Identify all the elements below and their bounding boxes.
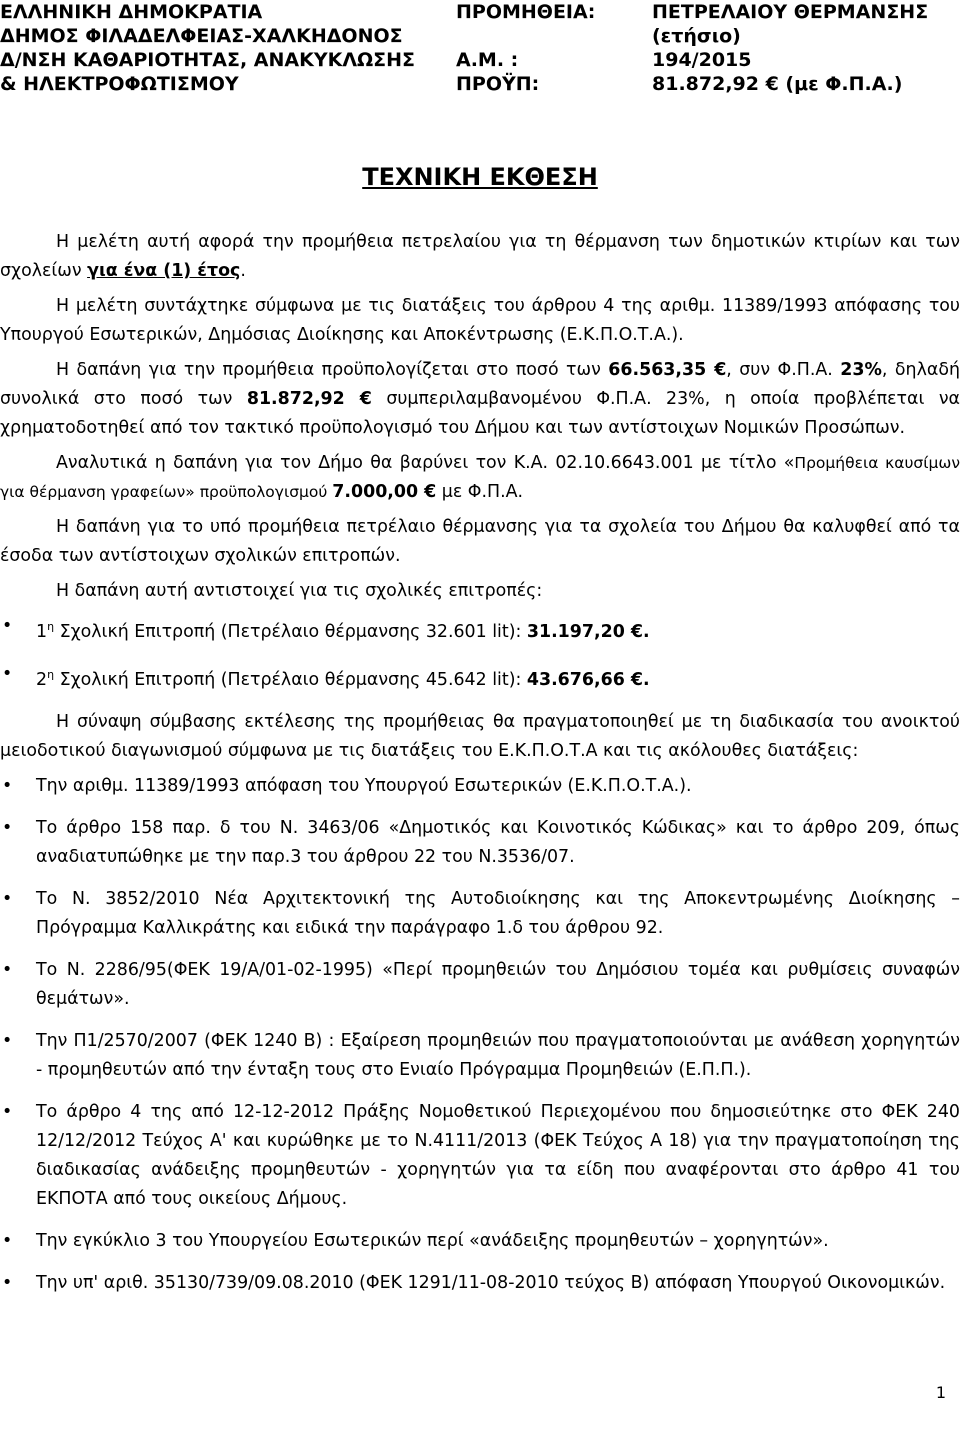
- provision-text: Την εγκύκλιο 3 του Υπουργείου Εσωτερικών περί «ανάδειξης προμηθευτών – χορηγητών».: [36, 1230, 829, 1251]
- paragraph-procedure: Η σύναψη σύμβασης εκτέλεσης της προμήθειας θα πραγματοποιηθεί με τη διαδικασία του ανοικτού μειοδοτικού διαγωνισμού σύμφωνα με τις διατάξεις του Ε.Κ.Π.Ο.Τ.Α και τις ακόλουθες διατάξεις:: [0, 711, 960, 761]
- text-run: συμπεριλαμβανομένου Φ.Π.Α. 23%, η οποία προβλέπεται να χρηματοδοτηθεί από τον τακτικό προϋπολογισμό του Δήμου και των αντίστοιχων Νομικών Προσώπων.: [0, 389, 960, 438]
- bullet-icon: •: [2, 1101, 13, 1122]
- issuer-line: ΔΗΜΟΣ ΦΙΛΑΔΕΛΦΕΙΑΣ-ΧΑΛΚΗΔΟΝΟΣ: [0, 25, 403, 47]
- meta-value: (ετήσιο): [652, 25, 741, 47]
- provision-text: Το άρθρο 4 της από 12-12-2012 Πράξης Νομοθετικού Περιεχομένου που δημοσιεύτηκε στο ΦΕΚ 240 12/12/2012 Τεύχος Α' και κυρώθηκε με το Ν.4111/2013 (ΦΕΚ Τεύχος Α 18) για την πραγματοποίηση της διαδικασίας ανάδειξης προμηθευτών - χορηγητών για τα είδη που αναφέρονται στο άρθρο 41 του ΕΚΠΟΤΑ από τους οικείους Δήμους.: [36, 1101, 960, 1209]
- committee-text: Σχολική Επιτροπή (Πετρέλαιο θέρμανσης 45.642 lit):: [54, 669, 527, 690]
- duration-emphasis: για ένα (1) έτος: [87, 261, 241, 281]
- bullet-icon: •: [2, 888, 13, 909]
- list-item: [0, 1227, 960, 1256]
- committee-text: Σχολική Επιτροπή (Πετρέλαιο θέρμανσης 32.601 lit):: [54, 621, 527, 642]
- text-run: με Φ.Π.Α.: [436, 482, 524, 502]
- list-item: [0, 956, 960, 1014]
- paragraph-legal-basis: Η μελέτη συντάχτηκε σύμφωνα με τις διατάξεις του άρθρου 4 της αριθμ. 11389/1993 απόφασης του Υπουργού Εσωτερικών, Δημόσιας Διοίκησης και Αποκέντρωσης (Ε.Κ.Π.Ο.Τ.Α.).: [0, 296, 960, 345]
- meta-label: Α.Μ. :: [456, 49, 519, 71]
- meta-value: ΠΕΤΡΕΛΑΙΟΥ ΘΕΡΜΑΝΣΗΣ: [652, 1, 929, 23]
- provision-text: Το άρθρο 158 παρ. δ του Ν. 3463/06 «Δημοτικός και Κοινοτικός Κώδικας» και το άρθρο 209, όπως αναδιατυπώθηκε με την παρ.3 του άρθρου 22 του Ν.3536/07.: [36, 817, 960, 867]
- list-item: [0, 885, 960, 943]
- issuer-line: Δ/ΝΣΗ ΚΑΘΑΡΙΟΤΗΤΑΣ, ΑΝΑΚΥΚΛΩΣΗΣ: [0, 49, 416, 71]
- provisions-list: [0, 772, 960, 1298]
- bullet-icon: •: [2, 817, 13, 838]
- paragraph-budget-code: [0, 449, 960, 507]
- meta-values: [652, 0, 928, 96]
- paragraph-scope: [0, 228, 960, 286]
- ordinal-suffix: η: [47, 667, 55, 681]
- meta-value: 81.872,92 € (με Φ.Π.Α.): [652, 73, 903, 95]
- text-run: Η μελέτη αυτή αφορά την προμήθεια πετρελαίου για τη θέρμανση των δημοτικών κτιρίων και των σχολείων: [0, 232, 960, 281]
- text-run: , συν Φ.Π.Α.: [726, 360, 841, 380]
- paragraph-committees-intro: Η δαπάνη αυτή αντιστοιχεί για τις σχολικές επιτροπές:: [56, 581, 543, 601]
- paragraph-schools: Η δαπάνη για το υπό προμήθεια πετρέλαιο θέρμανσης για τα σχολεία του Δήμου θα καλυφθεί από τα έσοδα των αντίστοιχων σχολικών επιτροπών.: [0, 517, 960, 566]
- budget-title: Προμήθεια καυσίμων για θέρμανση γραφείων» προϋπολογισμού: [0, 454, 960, 501]
- committee-number: 2: [36, 669, 48, 690]
- meta-label: ΠΡΟΫΠ:: [456, 73, 540, 95]
- meta-label: ΠΡΟΜΗΘΕΙΑ:: [456, 1, 596, 23]
- meta-labels: [456, 0, 595, 96]
- text-run: Η δαπάνη για την προμήθεια προϋπολογίζεται στο ποσό των: [56, 360, 609, 380]
- issuer-line: ΕΛΛΗΝΙΚΗ ΔΗΜΟΚΡΑΤΙΑ: [0, 1, 263, 23]
- bullet-icon: •: [2, 1030, 13, 1051]
- provision-text: Το Ν. 2286/95(ΦΕΚ 19/Α/01-02-1995) «Περί προμηθειών του Δημόσιου τομέα και ρυθμίσεις συναφών θεμάτων».: [36, 959, 960, 1009]
- issuer-line: & ΗΛΕΚΤΡΟΦΩΤΙΣΜΟΥ: [0, 73, 239, 95]
- provision-text: Την Π1/2570/2007 (ΦΕΚ 1240 Β) : Εξαίρεση προμηθειών που πραγματοποιούνται με ανάθεση χορηγητών - προμηθευτών από την ένταξη τους στο Ενιαίο Πρόγραμμα Προμηθειών (Ε.Π.Π.).: [36, 1030, 960, 1080]
- ordinal-suffix: η: [47, 620, 55, 633]
- list-item: [0, 772, 960, 801]
- list-item: [0, 1098, 960, 1214]
- total-amount: 81.872,92 €: [246, 389, 372, 409]
- provision-text: Το Ν. 3852/2010 Νέα Αρχιτεκτονική της Αυτοδιοίκησης και της Αποκεντρωμένης Διοίκησης – Πρόγραμμα Καλλικράτης και ειδικά την παράγραφο 1.δ του άρθρου 92.: [36, 888, 960, 938]
- text-run: Αναλυτικά η δαπάνη για τον Δήμο θα βαρύνει τον Κ.Α. 02.10.6643.001 με τίτλο «: [56, 453, 795, 473]
- committee-number: 1: [36, 621, 48, 642]
- issuer-block: [0, 0, 415, 96]
- net-amount: 66.563,35 €: [608, 360, 727, 380]
- bullet-icon: •: [2, 1230, 13, 1251]
- list-item: [0, 1027, 960, 1085]
- meta-label: [456, 24, 595, 48]
- list-item: [0, 612, 960, 647]
- provision-text: Την υπ' αριθ. 35130/739/09.08.2010 (ΦΕΚ 1291/11-08-2010 τεύχος Β) απόφαση Υπουργού Οικονομικών.: [36, 1272, 946, 1293]
- bullet-icon: •: [2, 775, 13, 796]
- list-item: [0, 814, 960, 872]
- document-body: [0, 228, 960, 1311]
- text-run: .: [240, 261, 246, 281]
- paragraph-cost: [0, 356, 960, 443]
- vat-rate: 23%: [840, 360, 882, 380]
- budget-amount: 7.000,00 €: [332, 482, 437, 502]
- list-item: [0, 660, 960, 695]
- text-run: , δηλαδή συνολικά στο ποσό των: [0, 360, 960, 409]
- page-number: 1: [935, 1383, 946, 1402]
- bullet-icon: •: [2, 959, 13, 980]
- bullet-icon: •: [2, 663, 13, 684]
- committee-amount: 43.676,66 €.: [526, 669, 650, 690]
- document-title: ΤΕΧΝΙΚΗ ΕΚΘΕΣΗ: [362, 163, 598, 191]
- committee-list: [0, 612, 960, 695]
- committee-amount: 31.197,20 €.: [526, 621, 650, 642]
- meta-value: 194/2015: [652, 49, 752, 71]
- bullet-icon: •: [2, 616, 13, 636]
- document-header: [0, 0, 960, 100]
- provision-text: Την αριθμ. 11389/1993 απόφαση του Υπουργού Εσωτερικών (Ε.Κ.Π.Ο.Τ.Α.).: [36, 775, 692, 796]
- list-item: [0, 1269, 960, 1298]
- bullet-icon: •: [2, 1272, 13, 1293]
